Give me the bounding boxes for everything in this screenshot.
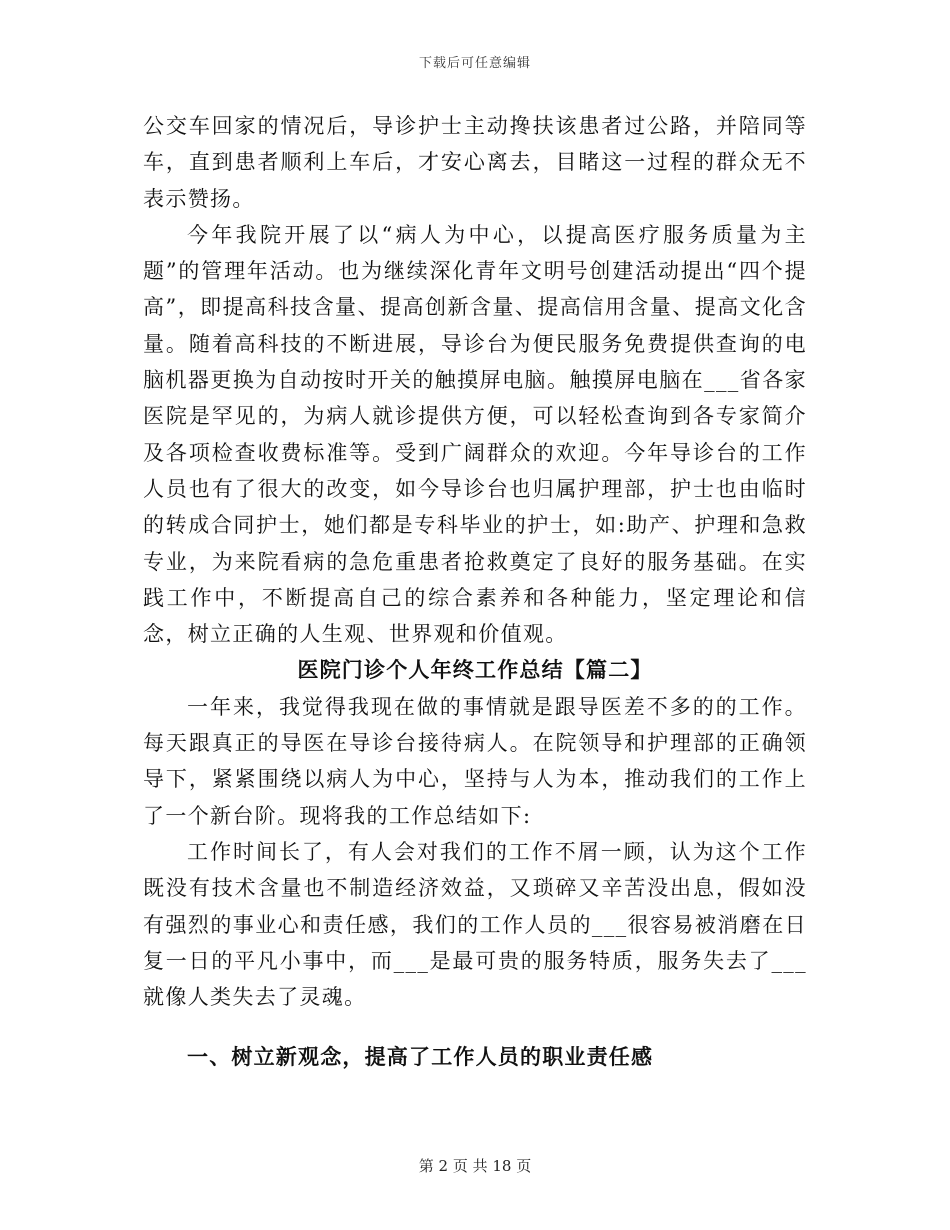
paragraph-annual-activities: 今年我院开展了以“病人为中心，以提高医疗服务质量为主题”的管理年活动。也为继续深化青年文明号创建活动提出“四个提高”，即提高科技含量、提高创新含量、提高信用含量、提高文化含量。随着高科技的不断进展，导诊台为便民服务免费提供查询的电脑机器更换为自动按时开关的触摸屏电脑。触摸屏电脑在___省各家医院是罕见的，为病人就诊提供方便，可以轻松查询到各专家简介及各项检查收费标准等。受到广阔群众的欢迎。今年导诊台的工作人员也有了很大的改变，如今导诊台也归属护理部，护士也由临时的转成合同护士，她们都是专科毕业的护士，如:助产、护理和急救专业，为来院看病的急危重患者抢救奠定了良好的服务基础。在实践工作中，不断提高自己的综合素养和各种能力，坚定理论和信念，树立正确的人生观、世界观和价值观。 [143,222,807,647]
article-title: 医院门诊个人年终工作总结【篇二】 [297,657,653,683]
paragraph-work-attitude: 工作时间长了，有人会对我们的工作不屑一顾，认为这个工作既没有技术含量也不制造经济效益，又琐碎又辛苦没出息，假如没有强烈的事业心和责任感，我们的工作人员的___很容易被消磨在日复一日的平凡小事中，而___是最可贵的服务特质，服务失去了___就像人类失去了灵魂。 [143,839,807,1010]
document-body [143,108,807,1076]
paragraph-continued: 公交车回家的情况后，导诊护士主动搀扶该患者过公路，并陪同等车，直到患者顺利上车后，才安心离去，目睹这一过程的群众无不表示赞扬。 [143,114,807,211]
paragraph-intro: 一年来，我觉得我现在做的事情就是跟导医差不多的的工作。每天跟真正的导医在导诊台接待病人。在院领导和护理部的正确领导下，紧紧围绕以病人为中心，坚持与人为本，推动我们的工作上了一个新台阶。现将我的工作总结如下: [143,694,807,828]
page-number: 第 2 页 共 18 页 [418,1157,532,1175]
section-heading-1: 一、树立新观念，提高了工作人员的职业责任感 [187,1044,654,1070]
page-header: 下载后可任意编辑 [418,56,531,71]
